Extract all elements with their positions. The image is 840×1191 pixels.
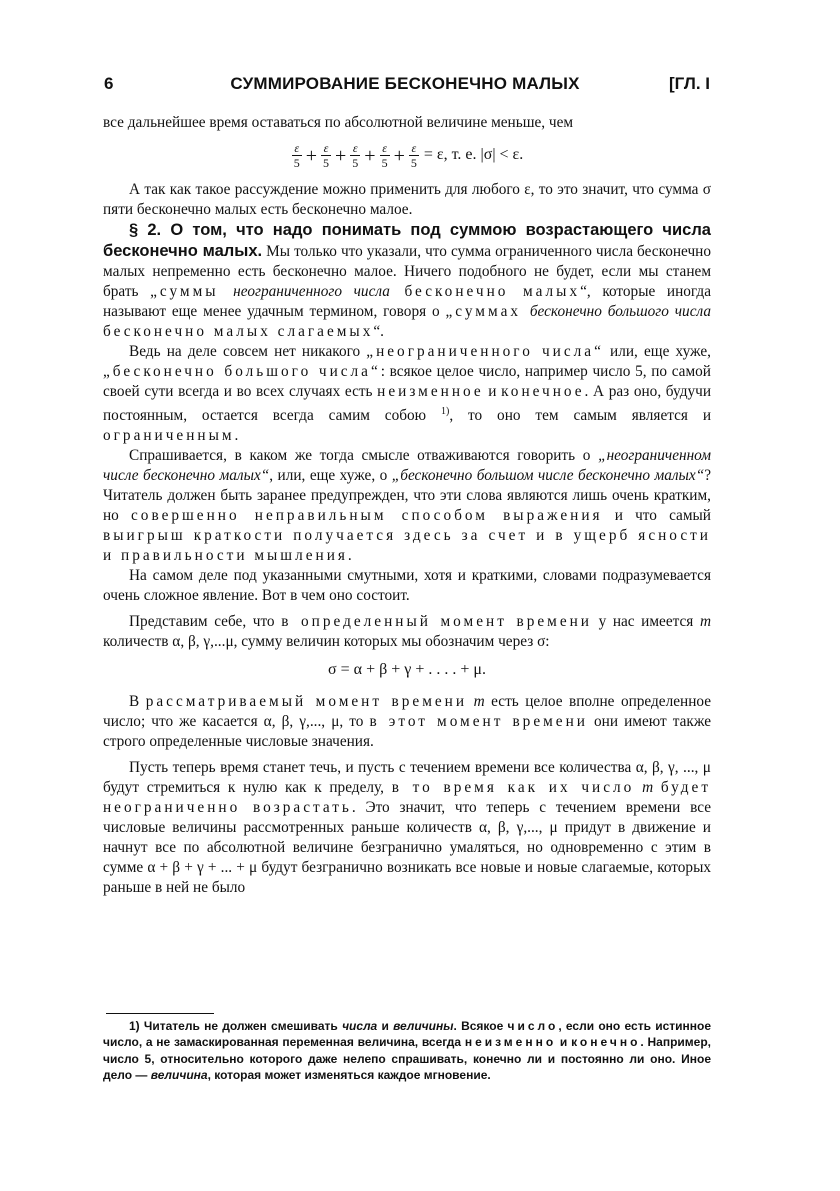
footnote-marker: 1) (441, 406, 450, 417)
fraction (409, 141, 419, 170)
chapter-label: [ГЛ. I (669, 74, 710, 93)
paragraph: В рассматриваемый момент времени m есть целое вполне определенное число; что же касается α, β, γ,..., μ, то в этот момент времени они имеют также строго определенные числовые значения. (103, 693, 712, 751)
running-title: СУММИРОВАНИЕ БЕСКОНЕЧНО МАЛЫХ (230, 74, 580, 93)
fraction-denominator: 5 (293, 156, 300, 170)
fraction-numerator: ε (321, 141, 331, 156)
fraction-denominator: 5 (323, 156, 330, 170)
fraction-denominator: 5 (410, 156, 417, 170)
paragraph-continuation: все дальнейшее время оставаться по абсолютной величине меньше, чем (103, 114, 574, 131)
running-header (100, 74, 710, 98)
paragraph: А так как такое рассуждение можно применить для любого ε, то это значит, что сумма σ пяти бесконечно малых есть бесконечно малое. (103, 181, 711, 218)
paragraph: На самом деле под указанными смутными, хотя и краткими, словами подразумевается очень сложное явление. Вот в чем оно состоит. (103, 567, 711, 605)
fraction (321, 141, 331, 170)
fraction-denominator: 5 (352, 156, 359, 170)
paragraph: Пусть теперь время станет течь, и пусть с течением времени все количества α, β, γ, ..., μ будут стремиться к нулю как к пределу, в то время как их число m будет неограниченно возрастать. Это значит, что теперь с течением времени все числовые величины рассмотренных раньше количеств α, β, γ,..., μ придут в движение и начнут все по абсолютной величине безгранично умаляться, но одновременно с этим в сумме α + β + γ + ... + μ будут безгранично возникать все новые и новые слагаемые, которых раньше в ней не было (103, 759, 712, 897)
fraction (292, 141, 302, 170)
fraction-numerator: ε (380, 141, 390, 156)
paragraph: Спрашивается, в каком же тогда смысле отваживаются говорить о „неограниченном числе бесконечно малых“, или, еще хуже, о „бесконечно большом числе бесконечно малых“? Читатель должен быть заранее предупрежден, что эти слова являются лишь очень кратким, но совершенно неправильным способом выражения и что самый выигрыш краткости получается здесь за счет и в ущерб ясности и правильности мышления. (103, 447, 712, 565)
formula-epsilon-sum: $\frac{\varepsilon}{5}$ + $\frac{\varepsilon}{5}$ + $\frac{\varepsilon}{5}$ + $\frac{\varepsilon}{5}$ + $\frac{\varepsilon}{5}$ = ε, т. е. |σ| < ε. (293, 141, 524, 170)
main-text (103, 113, 711, 898)
page-number: 6 (104, 74, 114, 93)
fraction (380, 141, 390, 170)
formula-tail: = ε, т. е. |σ| < ε. (423, 146, 524, 164)
section-paragraph: § 2. О том, что надо понимать под суммою возрастающего числа бесконечно малых. Мы только что указали, что сумма ограниченного числа бесконечно малых непременно есть бесконечно малое. Ничего подобного не будет, если мы станем брать „суммы неограниченного числа бесконечно малых“, которые иногда называют еще менее удачным термином, говоря о „суммах бесконечно большого числа бесконечно малых слагаемых“. (103, 221, 712, 340)
fraction-numerator: ε (350, 141, 360, 156)
fraction-numerator: ε (409, 141, 419, 156)
footnote-rule (106, 1013, 214, 1014)
fraction (350, 141, 360, 170)
fraction-denominator: 5 (381, 156, 388, 170)
paragraph: Ведь на деле совсем нет никакого „неограниченного числа“ или, еще хуже, „бесконечно большого числа“: всякое целое число, например число 5, по самой своей сути всегда и во всех случаях есть неизменное и конечное. А раз оно, будучи постоянным, остается всегда самим собою $^{1)}$, то оно тем самым является и ограниченным. (103, 343, 712, 445)
fraction-numerator: ε (292, 141, 302, 156)
paragraph: Представим себе, что в определенный момент времени у нас имеется m количеств α, β, γ,...μ, сумму величин которых мы обозначим через σ: (103, 613, 711, 651)
formula-sigma-sum: σ = α + β + γ + . . . . + μ. (328, 661, 486, 679)
section-heading: § 2. О том, что надо понимать под суммою возрастающего числа бесконечно малых. (103, 221, 711, 260)
footnote: 1) Читатель не должен смешивать числа и величины. Всякое число, если оно есть истинное число, а не замаскированная переменная величина, всегда неизменно и конечно. Например, число 5, относительно которого даже нелепо спрашивать, конечно ли и постоянно ли оно. Иное дело — величина, которая может изменяться каждое мгновение. (103, 1019, 712, 1083)
